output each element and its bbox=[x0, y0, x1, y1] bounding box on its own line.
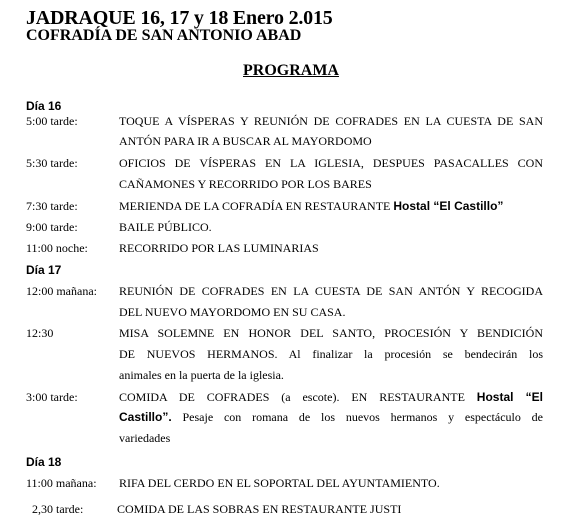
event-time: 5:30 tarde: bbox=[26, 156, 78, 170]
event-desc-line bbox=[119, 410, 543, 425]
event-desc: RECORRIDO POR LAS LUMINARIAS bbox=[119, 241, 319, 255]
event-time: 12:00 mañana: bbox=[26, 284, 97, 298]
hostal-name: Castillo”. bbox=[119, 410, 172, 424]
event-desc-line: OFICIOS DE VÍSPERAS EN LA IGLESIA, DESPUES PASACALLES CON bbox=[119, 156, 543, 170]
event-desc-line: DEL NUEVO MAYORDOMO EN SU CASA. bbox=[119, 305, 346, 319]
hostal-name: Hostal “El Castillo” bbox=[393, 199, 504, 213]
event-desc-line: MISA SOLEMNE EN HONOR DEL SANTO, PROCESIÓN Y BENDICIÓN bbox=[119, 326, 543, 340]
event-desc-text: COMIDA DE COFRADES (a escote). EN RESTAURANTE bbox=[119, 390, 477, 404]
event-desc: RIFA DEL CERDO EN EL SOPORTAL DEL AYUNTAMIENTO. bbox=[119, 476, 440, 490]
event-desc-line: animales en la puerta de la iglesia. bbox=[119, 368, 284, 382]
event-time: 11:00 mañana: bbox=[26, 476, 97, 490]
event-desc: BAILE PÚBLICO. bbox=[119, 220, 212, 234]
event-time: 3:00 tarde: bbox=[26, 390, 78, 404]
event-time: 5:00 tarde: bbox=[26, 114, 78, 128]
event-desc-line: variedades bbox=[119, 431, 171, 445]
event-time: 7:30 tarde: bbox=[26, 199, 78, 213]
day-label-18: Día 18 bbox=[26, 455, 62, 469]
day-label-17: Día 17 bbox=[26, 263, 62, 277]
event-time: 11:00 noche: bbox=[26, 241, 88, 255]
event-desc-line: ANTÓN PARA IR A BUSCAR AL MAYORDOMO bbox=[119, 134, 372, 148]
hostal-name: Hostal “El bbox=[476, 390, 543, 404]
event-desc: COMIDA DE LAS SOBRAS EN RESTAURANTE JUSTI bbox=[117, 502, 402, 516]
event-desc-text: Pesaje con romana de los nuevos hermanos y espectáculo de bbox=[171, 410, 543, 424]
programa-heading: PROGRAMA bbox=[243, 62, 339, 79]
event-desc-line bbox=[119, 390, 543, 405]
event-title: JADRAQUE 16, 17 y 18 Enero 2.015 bbox=[26, 7, 333, 29]
event-desc-line: CAÑAMONES Y RECORRIDO POR LOS BARES bbox=[119, 177, 372, 191]
event-desc bbox=[119, 199, 503, 214]
event-desc-line: DE NUEVOS HERMANOS. Al finalizar la procesión se bendecirán los bbox=[119, 347, 543, 361]
event-desc-text: MERIENDA DE LA COFRADÍA EN RESTAURANTE bbox=[119, 199, 394, 213]
day-label-16: Día 16 bbox=[26, 99, 62, 113]
event-desc-line: TOQUE A VÍSPERAS Y REUNIÓN DE COFRADES EN LA CUESTA DE SAN bbox=[119, 114, 543, 128]
event-time: 12:30 bbox=[26, 326, 54, 340]
event-time: 2,30 tarde: bbox=[32, 502, 84, 516]
cofradia-subtitle: COFRADÍA DE SAN ANTONIO ABAD bbox=[26, 27, 302, 44]
event-time: 9:00 tarde: bbox=[26, 220, 78, 234]
event-desc-line: REUNIÓN DE COFRADES EN LA CUESTA DE SAN ANTÓN Y RECOGIDA bbox=[119, 284, 543, 298]
